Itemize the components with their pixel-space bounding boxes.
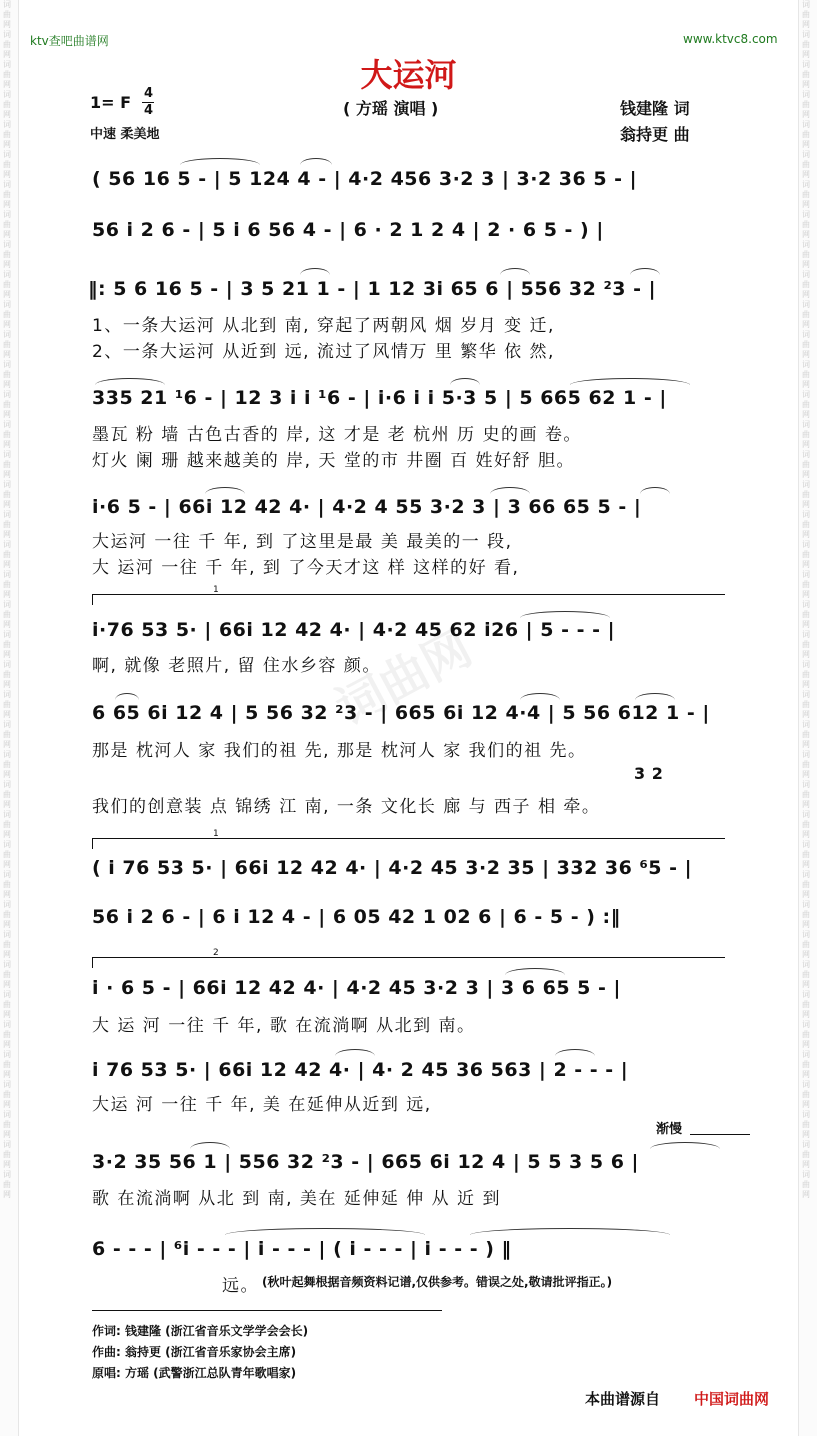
volta-bracket-1b (92, 829, 725, 849)
tie-arc (205, 487, 245, 494)
lyric-row-7-verse-2: 我们的创意装 点 锦绣 江 南, 一条 文化长 廊 与 西子 相 牵。 (92, 797, 601, 817)
lyricist-line: 钱建隆 词 (620, 99, 690, 118)
credit-composer: 作曲: 翁持更 (浙江省音乐家协会主席) (92, 1345, 297, 1359)
notation-row-5: i·6 5 - | 66i 12 42 4· | 4·2 4 55 3·2 3 | 3 66 65 5 - | (92, 496, 642, 518)
volta-bracket-1 (92, 585, 725, 605)
notation-row-13: 6 - - - | ⁶i - - - | i - - - | ( i - - - | i - - - ) ‖ (92, 1238, 512, 1260)
volta-number: 1 (213, 585, 219, 595)
tie-arc (470, 1228, 670, 1235)
tempo-marking: 中速 柔美地 (90, 127, 160, 142)
tie-arc (520, 693, 560, 700)
tie-arc (300, 268, 330, 275)
lyric-row-5-verse-2: 大 运河 一往 千 年, 到 了今天才这 样 这样的好 看, (92, 558, 520, 578)
tie-arc (450, 378, 480, 385)
tie-arc (505, 968, 565, 975)
composer-line: 翁持更 曲 (620, 125, 690, 144)
credit-singer: 原唱: 方瑶 (武警浙江总队青年歌唱家) (92, 1366, 297, 1380)
lyric-row-10: 大 运 河 一往 千 年, 歌 在流淌啊 从北到 南。 (92, 1016, 476, 1036)
song-title: 大运河 (360, 56, 457, 94)
tie-arc (490, 487, 530, 494)
tie-arc (630, 268, 660, 275)
lyric-row-6: 啊, 就像 老照片, 留 住水乡容 颜。 (92, 656, 381, 676)
volta-number: 1 (213, 829, 219, 839)
credits-divider (92, 1310, 442, 1311)
tie-arc (335, 1049, 375, 1056)
notation-row-1: ( 56 16 5 - | 5 124 4 - | 4·2 456 3·2 3 | 3·2 36 5 - | (92, 168, 638, 190)
left-margin-strip (0, 0, 19, 1436)
footer-source-label: 本曲谱源自 (585, 1390, 661, 1408)
credit-lyricist: 作词: 钱建隆 (浙江省音乐文学学会会长) (92, 1324, 309, 1338)
lyric-row-4-verse-1: 墨瓦 粉 墙 古色古香的 岸, 这 才是 老 杭州 历 史的画 卷。 (92, 425, 582, 445)
tie-arc (300, 158, 332, 165)
alternate-notes: 3 2 (634, 764, 664, 783)
notation-row-4: 335 21 ¹6 - | 12 3 i i ¹6 - | i·6 i i 5·3 5 | 5 665 62 1 - | (92, 387, 667, 409)
notation-row-8: ( i 76 53 5· | 66i 12 42 4· | 4·2 45 3·2 35 | 332 36 ⁶5 - | (92, 857, 693, 879)
lyric-row-3-verse-2: 2、一条大运河 从近到 远, 流过了风情万 里 繁华 依 然, (92, 342, 555, 362)
left-margin-watermark: 词曲网词曲网词曲网词曲网词曲网词曲网词曲网词曲网词曲网词曲网词曲网词曲网词曲网词曲网词曲网词曲网词曲网词曲网词曲网词曲网词曲网词曲网词曲网词曲网词曲网词曲网词曲网词曲网词曲网词曲网词曲网词曲网词曲网词曲网词曲网词曲网词曲网词曲网词曲网词曲网 (3, 0, 11, 1199)
notation-row-6: i·76 53 5· | 66i 12 42 4· | 4·2 45 62 i26 | 5 - - - | (92, 619, 616, 641)
tie-arc (635, 693, 675, 700)
notation-row-2: 56 i 2 6 - | 5 i 6 56 4 - | 6 · 2 1 2 4 | 2 · 6 5 - ) | (92, 219, 604, 241)
transcription-note: (秋叶起舞根据音频资料记谱,仅供参考。错误之处,敬请批评指正。) (262, 1275, 613, 1289)
background-watermark: 词曲网 (327, 619, 481, 738)
tie-arc (115, 693, 139, 700)
tie-arc (500, 268, 530, 275)
tie-arc (650, 1142, 720, 1149)
tie-arc (640, 487, 670, 494)
lyric-row-12: 歌 在流淌啊 从北 到 南, 美在 延伸延 伸 从 近 到 (92, 1189, 501, 1209)
tie-arc (95, 378, 165, 385)
lyric-row-11: 大运 河 一往 千 年, 美 在延伸从近到 远, (92, 1095, 432, 1115)
tie-arc (190, 1142, 230, 1149)
site-link-left[interactable]: ktv查吧曲谱网 (30, 34, 109, 48)
tie-arc (555, 1049, 595, 1056)
notation-row-12: 3·2 35 56 1 | 556 32 ²3 - | 665 6i 12 4 | 5 5 3 5 6 | (92, 1151, 639, 1173)
decrescendo-line (690, 1134, 750, 1135)
site-link-right[interactable]: www.ktvc8.com (683, 32, 778, 46)
tie-arc (225, 1228, 425, 1235)
tie-arc (520, 611, 610, 618)
lyric-row-3-verse-1: 1、一条大运河 从北到 南, 穿起了两朝风 烟 岁月 变 迁, (92, 316, 555, 336)
tie-arc (180, 158, 260, 165)
notation-row-10: i · 6 5 - | 66i 12 42 4· | 4·2 45 3·2 3 | 3 6 65 5 - | (92, 977, 621, 999)
singer-line: ( 方瑶 演唱 ) (343, 99, 439, 118)
tie-arc (570, 378, 690, 385)
key-signature: 1= F (90, 93, 132, 112)
lyric-row-7-verse-1: 那是 枕河人 家 我们的祖 先, 那是 枕河人 家 我们的祖 先。 (92, 741, 587, 761)
tempo-direction: 渐慢 (656, 1122, 683, 1137)
right-margin-strip (798, 0, 817, 1436)
lyric-row-5-verse-1: 大运河 一往 千 年, 到 了这里是最 美 最美的一 段, (92, 532, 513, 552)
volta-bracket-2 (92, 948, 725, 968)
notation-row-7: 6 65 6i 12 4 | 5 56 32 ²3 - | 665 6i 12 4·4 | 5 56 612 1 - | (92, 702, 710, 724)
notation-row-3: ‖: 5 6 16 5 - | 3 5 21 1 - | 1 12 3i 65 6 | 556 32 ²3 - | (88, 278, 657, 300)
notation-row-11: i 76 53 5· | 66i 12 42 4· | 4· 2 45 36 563 | 2 - - - | (92, 1059, 629, 1081)
time-signature-top: 4 (144, 86, 154, 101)
notation-row-9: 56 i 2 6 - | 6 i 12 4 - | 6 05 42 1 02 6 | 6 - 5 - ) :‖ (92, 906, 621, 928)
footer-site-link[interactable]: 中国词曲网 (694, 1390, 770, 1408)
lyric-row-4-verse-2: 灯火 阑 珊 越来越美的 岸, 天 堂的市 井圈 百 姓好舒 胆。 (92, 451, 575, 471)
time-signature-bottom: 4 (144, 103, 154, 118)
lyric-row-13: 远。 (222, 1276, 259, 1296)
volta-number: 2 (213, 948, 219, 958)
right-margin-watermark: 词曲网词曲网词曲网词曲网词曲网词曲网词曲网词曲网词曲网词曲网词曲网词曲网词曲网词曲网词曲网词曲网词曲网词曲网词曲网词曲网词曲网词曲网词曲网词曲网词曲网词曲网词曲网词曲网词曲网词曲网词曲网词曲网词曲网词曲网词曲网词曲网词曲网词曲网词曲网词曲网 (802, 0, 810, 1199)
